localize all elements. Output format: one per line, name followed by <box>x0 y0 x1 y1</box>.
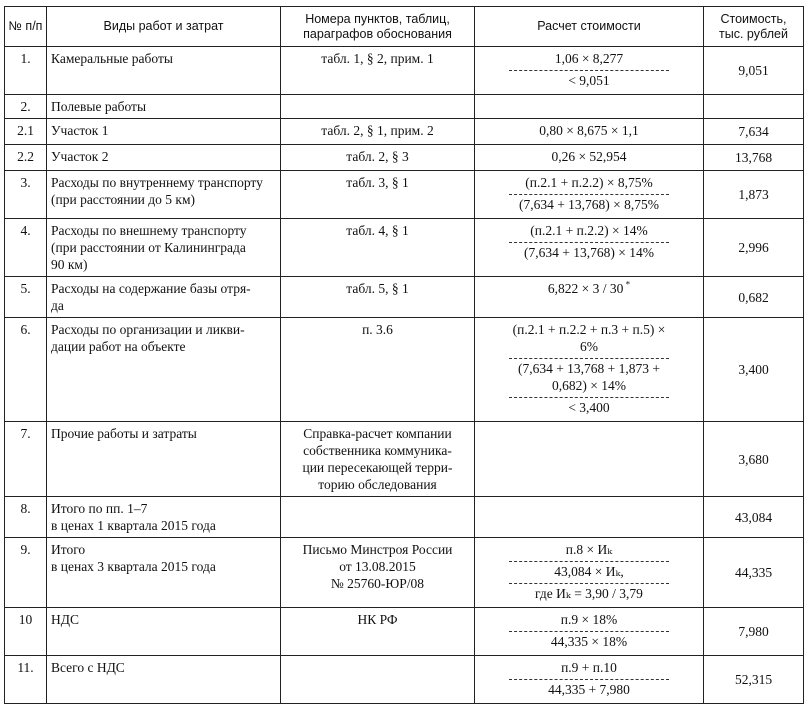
work-name <box>47 47 281 95</box>
row-number: 2. <box>5 95 47 119</box>
calculation-text: 44,335 + 7,980 <box>548 682 630 697</box>
calculation-line <box>509 658 669 680</box>
calculation-line <box>509 243 669 264</box>
table-row <box>5 656 804 704</box>
work-name-line: Прочие работы и затраты <box>51 426 197 441</box>
calculation-text: 0,80 × 8,675 × 1,1 <box>539 123 639 138</box>
justification-line: торию обследования <box>318 477 437 492</box>
cost-value: 9,051 <box>704 47 804 95</box>
calculation-line <box>509 320 669 359</box>
work-name-line: в ценах 3 квартала 2015 года <box>51 559 216 574</box>
row-number: 9. <box>5 538 47 608</box>
calculation-line <box>509 121 669 142</box>
calculation-line <box>509 221 669 243</box>
cost-calculation <box>475 538 704 608</box>
justification-ref <box>281 422 475 497</box>
cost-calculation <box>475 219 704 277</box>
row-number: 10 <box>5 608 47 656</box>
justification-line: собственника коммуника- <box>303 443 452 458</box>
cost-calculation <box>475 656 704 704</box>
work-name <box>47 497 281 538</box>
table-row <box>5 538 804 608</box>
cost-calculation <box>475 277 704 318</box>
justification-line: НК РФ <box>357 612 398 627</box>
cost-calculation <box>475 422 704 497</box>
work-name <box>47 318 281 422</box>
calculation-text: 0,26 × 52,954 <box>551 149 627 164</box>
calculation-line <box>509 359 669 398</box>
cost-value <box>704 95 804 119</box>
cost-calculation <box>475 119 704 145</box>
table-row <box>5 277 804 318</box>
justification-line: табл. 4, § 1 <box>346 223 409 238</box>
calculation-line <box>509 562 669 584</box>
cost-calculation <box>475 95 704 119</box>
work-name-line: да <box>51 298 64 313</box>
justification-ref <box>281 608 475 656</box>
justification-line: п. 3.6 <box>362 322 393 337</box>
cost-value: 13,768 <box>704 145 804 171</box>
header-ref: Номера пунктов, таблиц, параграфов обоснования <box>281 7 475 47</box>
justification-line: Справка-расчет компании <box>303 426 452 441</box>
calculation-line <box>509 71 669 92</box>
work-name-line: Расходы по внешнему транспорту <box>51 223 247 238</box>
work-name-line: (при расстоянии от Калининграда <box>51 240 246 255</box>
justification-line: от 13.08.2015 <box>339 559 416 574</box>
row-number: 3. <box>5 171 47 219</box>
work-name-line: Итого <box>51 542 86 557</box>
work-name <box>47 119 281 145</box>
work-name-line: в ценах 1 квартала 2015 года <box>51 518 216 533</box>
justification-line: ции пересекающей терри- <box>302 460 453 475</box>
justification-line: табл. 2, § 1, прим. 2 <box>321 123 434 138</box>
table-row <box>5 219 804 277</box>
cost-value: 2,996 <box>704 219 804 277</box>
calculation-line <box>509 173 669 195</box>
calculation-text: где Иₖ = 3,90 / 3,79 <box>535 586 643 601</box>
work-name <box>47 422 281 497</box>
justification-ref <box>281 145 475 171</box>
calculation-text: (п.2.1 + п.2.2 + п.3 + п.5) × 6% <box>512 322 666 354</box>
row-number: 5. <box>5 277 47 318</box>
work-name <box>47 145 281 171</box>
justification-ref <box>281 219 475 277</box>
work-name-line: Расходы на содержание базы отря- <box>51 281 251 296</box>
header-cost: Стоимость, тыс. рублей <box>704 7 804 47</box>
table-row <box>5 119 804 145</box>
table-row <box>5 47 804 95</box>
work-name <box>47 171 281 219</box>
calculation-text: < 3,400 <box>568 400 610 415</box>
cost-calculation <box>475 171 704 219</box>
row-number: 8. <box>5 497 47 538</box>
table-row <box>5 497 804 538</box>
work-name-line: 90 км) <box>51 257 88 272</box>
justification-ref <box>281 497 475 538</box>
justification-line: № 25760-ЮР/08 <box>330 576 425 591</box>
justification-line: табл. 1, § 2, прим. 1 <box>321 51 434 66</box>
row-number: 6. <box>5 318 47 422</box>
work-name-line: дации работ на объекте <box>51 339 186 354</box>
cost-calculation <box>475 608 704 656</box>
cost-value: 1,873 <box>704 171 804 219</box>
cost-value: 0,682 <box>704 277 804 318</box>
work-name-line: Всего с НДС <box>51 660 125 675</box>
justification-line: табл. 2, § 3 <box>346 149 409 164</box>
justification-ref <box>281 95 475 119</box>
row-number: 2.1 <box>5 119 47 145</box>
calculation-text: (7,634 + 13,768) × 8,75% <box>518 197 660 212</box>
calculation-line <box>509 680 669 701</box>
calculation-text: (7,634 + 13,768 + 1,873 + 0,682) × 14% <box>517 361 661 393</box>
work-name <box>47 219 281 277</box>
calculation-text: < 9,051 <box>568 73 610 88</box>
cost-value: 43,084 <box>704 497 804 538</box>
justification-ref <box>281 277 475 318</box>
work-name-line: Итого по пп. 1–7 <box>51 501 148 516</box>
justification-line: табл. 3, § 1 <box>346 175 409 190</box>
work-name-line: Расходы по внутреннему транспорту <box>51 175 263 190</box>
header-work: Виды работ и затрат <box>47 7 281 47</box>
work-name <box>47 608 281 656</box>
work-name <box>47 95 281 119</box>
cost-value: 3,680 <box>704 422 804 497</box>
table-row <box>5 318 804 422</box>
estimate-table <box>4 6 804 704</box>
calculation-text: п.9 × 18% <box>560 612 618 627</box>
table-header-row <box>5 7 804 47</box>
calculation-line <box>509 632 669 653</box>
justification-ref <box>281 171 475 219</box>
work-name-line: Камеральные работы <box>51 51 173 66</box>
work-name-line: (при расстоянии до 5 км) <box>51 192 195 207</box>
cost-value: 7,980 <box>704 608 804 656</box>
cost-value: 7,634 <box>704 119 804 145</box>
work-name-line: НДС <box>51 612 79 627</box>
work-name-line: Участок 1 <box>51 123 109 138</box>
cost-calculation <box>475 497 704 538</box>
calculation-text: 1,06 × 8,277 <box>554 51 624 66</box>
calculation-text: (п.2.1 + п.2.2) × 8,75% <box>525 175 653 190</box>
calculation-line <box>509 540 669 562</box>
calculation-text: (7,634 + 13,768) × 14% <box>524 245 654 260</box>
table-row <box>5 145 804 171</box>
calculation-text: (п.2.1 + п.2.2) × 14% <box>530 223 648 238</box>
header-num: № п/п <box>5 7 47 47</box>
justification-ref <box>281 538 475 608</box>
table-row <box>5 608 804 656</box>
calculation-line <box>509 279 669 300</box>
table-body <box>5 47 804 704</box>
work-name <box>47 538 281 608</box>
row-number: 4. <box>5 219 47 277</box>
calculation-text: п.9 + п.10 <box>561 660 617 675</box>
calculation-text: 44,335 × 18% <box>550 634 628 649</box>
header-calc: Расчет стоимости <box>475 7 704 47</box>
table-row <box>5 422 804 497</box>
cost-value: 44,335 <box>704 538 804 608</box>
calculation-line <box>509 584 669 605</box>
work-name <box>47 656 281 704</box>
cost-value: 3,400 <box>704 318 804 422</box>
work-name <box>47 277 281 318</box>
justification-line: Письмо Минстроя России <box>302 542 453 557</box>
cost-calculation <box>475 318 704 422</box>
row-number: 1. <box>5 47 47 95</box>
calculation-line <box>509 610 669 632</box>
work-name-line: Расходы по организации и ликви- <box>51 322 245 337</box>
calculation-line <box>509 195 669 216</box>
justification-ref <box>281 318 475 422</box>
table-row <box>5 95 804 119</box>
work-name-line: Полевые работы <box>51 99 147 114</box>
footnote-mark: * <box>623 279 631 290</box>
calculation-line <box>509 147 669 168</box>
cost-calculation <box>475 47 704 95</box>
cost-calculation <box>475 145 704 171</box>
calculation-line <box>509 398 669 419</box>
row-number: 2.2 <box>5 145 47 171</box>
calculation-text: п.8 × Иₖ <box>565 542 613 557</box>
row-number: 11. <box>5 656 47 704</box>
work-name-line: Участок 2 <box>51 149 109 164</box>
justification-ref <box>281 119 475 145</box>
justification-ref <box>281 47 475 95</box>
calculation-text: 43,084 × Иₖ, <box>554 564 624 579</box>
table-row <box>5 171 804 219</box>
justification-line: табл. 5, § 1 <box>346 281 409 296</box>
justification-ref <box>281 656 475 704</box>
cost-value: 52,315 <box>704 656 804 704</box>
calculation-text: 6,822 × 3 / 30 <box>547 281 624 296</box>
calculation-line <box>509 49 669 71</box>
row-number: 7. <box>5 422 47 497</box>
